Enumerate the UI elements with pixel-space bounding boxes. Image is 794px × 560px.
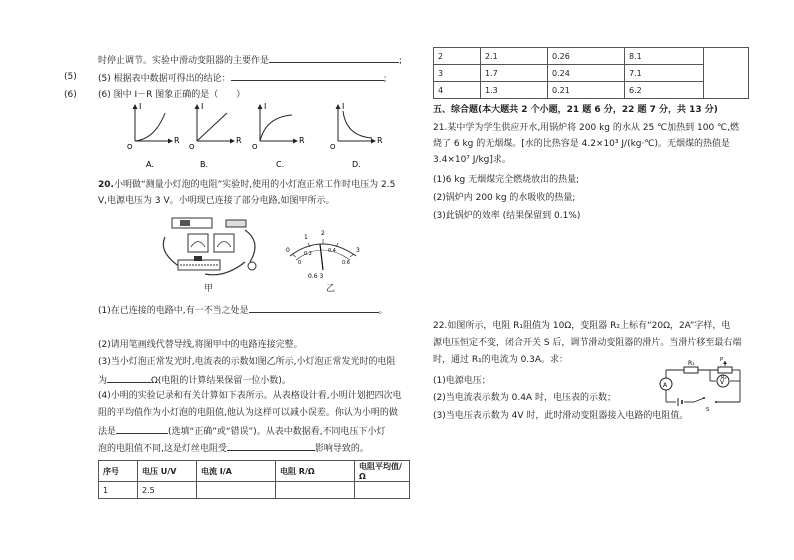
q20-sub-4-line-2: 阻的平均值作为小灯泡的电阻值,他认为这样可以减小误差。你认为小明的做	[98, 408, 398, 418]
q22-line-3: 时，通过 R₁的电流为 0.3A。求：	[433, 355, 569, 365]
scale-top-2: 2	[321, 230, 325, 237]
resistor-r2	[718, 367, 732, 373]
s3-prefix: 为	[98, 376, 108, 386]
table-header: 电流 I/A	[197, 461, 276, 482]
s4-suffix: (选填“正确”或“错误”)。从表中数据看,不同电压下小灯	[168, 427, 386, 437]
q20-line-2: V,电源电压为 3 V。小明现已连接了部分电路,如图甲所示。	[98, 196, 335, 206]
q20-sub-3-line-2	[98, 373, 291, 388]
scale-bottom-0: 0	[298, 260, 302, 266]
table-header: 电压 U/V	[138, 461, 197, 482]
q22-circuit-diagram	[654, 356, 750, 412]
r1-label: R₁	[688, 360, 695, 367]
q21-line-3: 3.4×10⁷ J/kg]求。	[433, 155, 511, 165]
figure-label-jia: 甲	[204, 284, 214, 294]
table-cell: 2	[434, 48, 481, 65]
table-row	[434, 65, 749, 82]
q21-line-2: 烧了 6 kg 的无烟煤。[水的比热容是 4.2×10³ J/(kg·℃)。无烟煤的热值是	[433, 139, 730, 149]
r2-label: R₂	[721, 375, 727, 381]
table-cell: 6.2	[625, 82, 704, 99]
graph-b[interactable]	[189, 102, 242, 169]
table-cell[interactable]	[355, 482, 410, 499]
table-header-row	[99, 461, 410, 482]
q19-part-6: (6) 图中 I－R 图象正确的是（ ）	[98, 90, 246, 100]
answer-blank[interactable]	[116, 424, 168, 434]
figure-label-yi: 乙	[326, 284, 336, 294]
table-cell: 1	[99, 482, 138, 499]
answer-blank[interactable]	[231, 71, 384, 81]
table-cell: 2.5	[138, 482, 197, 499]
q22-line-2: 源电压恒定不变，闭合开关 S 后，调节滑动变阻器的滑片。当滑片移至最右端	[433, 338, 742, 348]
q21-sub-2: (2)锅炉内 200 kg 的水吸收的热量;	[433, 193, 576, 203]
axis-r: R	[236, 136, 242, 145]
q20-sub-4-line-4	[98, 441, 369, 456]
resistor-r1	[684, 367, 698, 373]
figure-jia-circuit	[150, 212, 270, 284]
answer-blank[interactable]	[107, 373, 151, 383]
table-cell: 8.1	[625, 48, 704, 65]
s3-suffix: Ω(电阻的计算结果保留一位小数)。	[151, 376, 291, 386]
table-cell: 3	[434, 65, 481, 82]
axis-r: R	[174, 136, 180, 145]
option-label-c: C.	[276, 160, 285, 169]
axis-r: R	[299, 136, 305, 145]
graph-a[interactable]	[127, 102, 180, 169]
answer-blank[interactable]	[249, 303, 379, 313]
axis-i: I	[201, 102, 204, 111]
graph-c[interactable]	[252, 102, 305, 169]
table-cell: 0.24	[548, 65, 625, 82]
scale-bottom-02: 0.2	[304, 251, 312, 257]
battery	[172, 218, 212, 228]
figure-yi-meter	[282, 226, 364, 282]
q20-line-1	[98, 179, 395, 192]
s4-prefix-2: 泡的电阻值不同,这是灯丝电阻受	[98, 444, 227, 454]
q20-number: 20.	[98, 180, 114, 190]
meter-needle	[320, 244, 323, 270]
answer-blank[interactable]	[227, 441, 315, 451]
table-cell: 7.1	[625, 65, 704, 82]
data-table-left	[98, 460, 410, 499]
table-cell[interactable]	[276, 482, 355, 499]
option-label-b: B.	[200, 160, 209, 169]
q20-sub-4-line-3	[98, 424, 386, 439]
axis-i: I	[264, 102, 267, 111]
table-cell: 4	[434, 82, 481, 99]
table-cell-merged[interactable]	[704, 48, 749, 99]
origin: O	[252, 143, 258, 151]
ammeter-label: A	[663, 382, 668, 389]
data-table-right	[433, 47, 749, 99]
table-row	[434, 48, 749, 65]
q5-text: (5) 根据表中数据可得出的结论：	[98, 74, 231, 84]
scale-top-0: 0	[286, 247, 290, 254]
s4-prefix: 法是	[98, 427, 117, 437]
switch-label: S	[706, 407, 710, 412]
voltmeter	[214, 234, 234, 252]
table-header: 序号	[99, 461, 138, 482]
margin-number-6: (6)	[64, 90, 77, 100]
q20-sub-2: (2)请用笔画线代替导线,将图甲中的电路连接完整。	[98, 340, 303, 350]
q22-sub-1: (1)电源电压；	[433, 376, 491, 386]
margin-number-5: (5)	[64, 72, 77, 82]
scale-bottom-06: 0.6	[342, 260, 350, 266]
q20-sub-3-line-1: (3)当小灯泡正常发光时,电流表的示数如图乙所示,小灯泡正常发光时的电阻	[98, 357, 396, 367]
option-label-a: A.	[146, 160, 154, 169]
q19-part-5	[98, 71, 387, 86]
q20-sub-4-line-1: (4)小明的实验记录和有关计算如下表所示。从表格设计看,小明计划把四次电	[98, 391, 402, 401]
option-label-d: D.	[352, 160, 361, 169]
scale-bottom-04: 0.4	[328, 248, 336, 254]
table-cell: 0.21	[548, 82, 625, 99]
q21-sub-1: (1)6 kg 无烟煤完全燃烧放出的热量;	[433, 175, 580, 185]
table-row	[434, 82, 749, 99]
slider-label: P	[720, 357, 724, 363]
origin: O	[189, 143, 195, 151]
lamp	[248, 262, 256, 270]
slider-arrow	[723, 361, 727, 364]
table-row	[99, 482, 410, 499]
table-cell: 0.26	[548, 48, 625, 65]
punct: ;	[399, 56, 403, 66]
origin: O	[330, 143, 336, 151]
graph-d[interactable]	[330, 102, 383, 169]
q19-line-1	[98, 53, 402, 68]
table-header: 电阻 R/Ω	[276, 461, 355, 482]
q22-sub-2: (2)当电流表示数为 0.4A 时，电压表的示数；	[433, 393, 616, 403]
axis-i: I	[342, 102, 345, 111]
q22-line-1: 22.如图所示，电阻 R₁阻值为 10Ω，变阻器 R₂上标有“20Ω，2A”字样，电	[433, 321, 731, 331]
origin: O	[127, 143, 133, 151]
section-5-heading: 五、综合题(本大题共 2 个小题，21 题 6 分，22 题 7 分，共 13 分)	[433, 105, 718, 115]
switch	[226, 220, 246, 227]
voltmeter-label: V	[720, 379, 725, 386]
q20-text: 小明做“测量小灯泡的电阻”实验时,使用的小灯泡正常工作时电压为 2.5	[113, 180, 396, 190]
table-cell[interactable]	[197, 482, 276, 499]
q20-sub-1	[98, 303, 388, 318]
answer-blank[interactable]	[269, 53, 399, 63]
axis-r: R	[377, 136, 383, 145]
ir-graphs	[120, 101, 390, 171]
q21-sub-3: (3)此锅炉的效率 (结果保留到 0.1%)	[433, 211, 581, 221]
table-cell: 1.3	[481, 82, 548, 99]
q22-sub-3: (3)当电压表示数为 4V 时，此时滑动变阻器接入电路的电阻值。	[433, 411, 689, 421]
s4-suffix-2: 影响导致的。	[314, 444, 369, 454]
punct: 。	[378, 306, 388, 316]
punct: ;	[383, 74, 387, 84]
q19-text: 时停止调节。实验中滑动变阻器的主要作是	[98, 56, 270, 66]
scale-top-1: 1	[304, 234, 308, 241]
table-cell: 1.7	[481, 65, 548, 82]
scale-top-3: 3	[356, 247, 360, 254]
s1-text: (1)在已连接的电路中,有一不当之处是	[98, 306, 249, 316]
meter-terminals: 0.6 3	[308, 273, 324, 280]
q21-line-1: 21.某中学为学生供应开水,用锅炉将 200 kg 的水从 25 ℃加热到 100 ℃,燃	[433, 123, 740, 133]
table-cell: 2.1	[481, 48, 548, 65]
ammeter	[188, 234, 208, 252]
table-header: 电阻平均值/Ω	[355, 461, 410, 482]
axis-i: I	[139, 102, 142, 111]
